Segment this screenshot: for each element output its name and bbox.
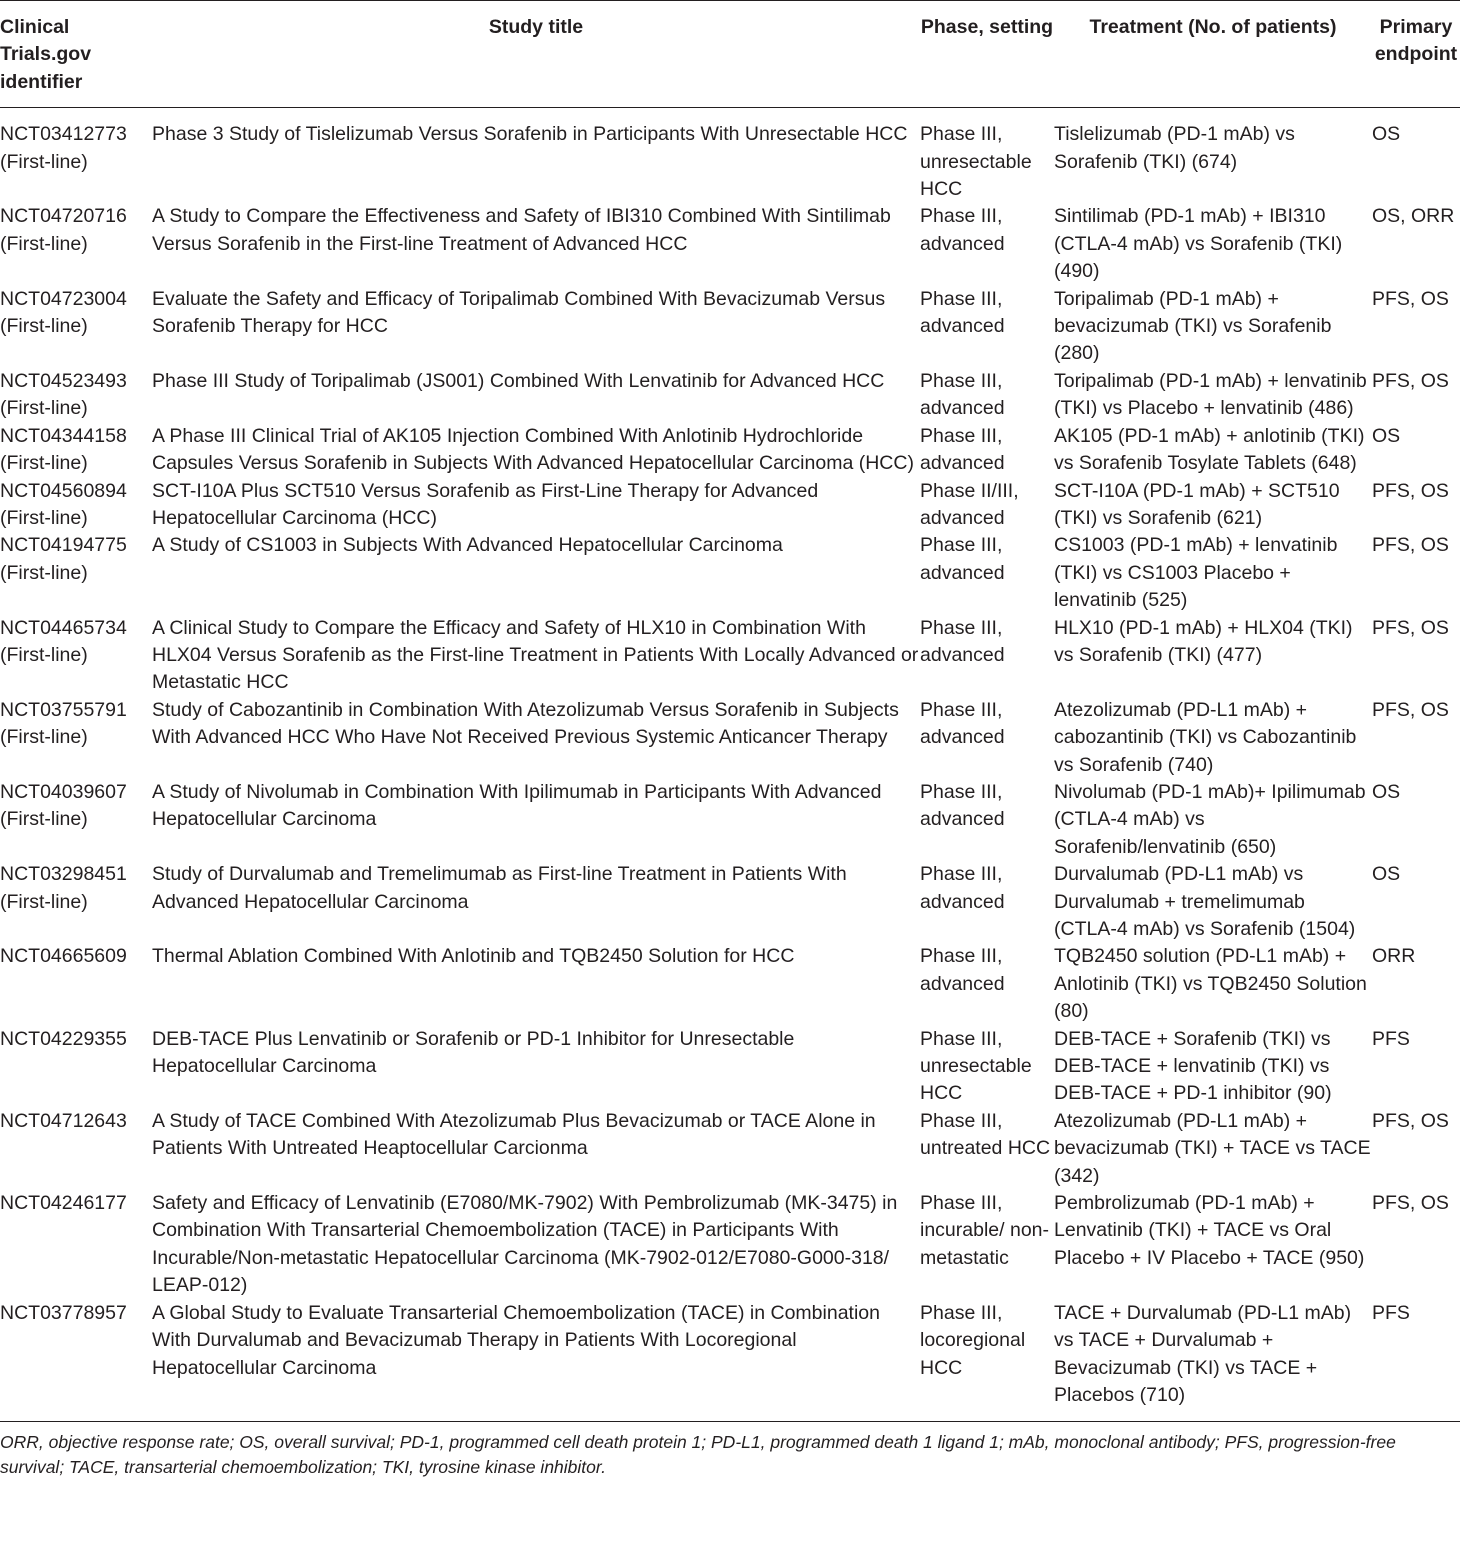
cell-identifier <box>0 1190 152 1300</box>
trial-line-label: (First-line) <box>0 315 88 338</box>
cell-primary-endpoint: PFS, OS <box>1372 1192 1449 1215</box>
header-study-title: Study title <box>488 16 584 38</box>
cell-identifier <box>0 532 152 614</box>
cell-primary-endpoint: PFS <box>1372 1027 1410 1050</box>
table-body <box>0 108 1460 1422</box>
table-row <box>0 423 1460 478</box>
cell-identifier <box>0 861 152 943</box>
table-row <box>0 615 1460 697</box>
cell-primary-endpoint: OS, ORR <box>1372 205 1455 228</box>
trial-id: NCT03778957 <box>0 1301 127 1324</box>
trial-id: NCT04712643 <box>0 1109 127 1132</box>
trial-id: NCT04246177 <box>0 1192 127 1215</box>
trial-line-label: (First-line) <box>0 452 88 475</box>
cell-treatment: Nivolumab (PD-1 mAb)+ Ipilimumab (CTLA-4 mAb) vs Sorafenib/lenvatinib (650) <box>1054 780 1366 858</box>
cell-treatment: Toripalimab (PD-1 mAb) + bevacizumab (TKI) vs Sorafenib (280) <box>1054 287 1332 365</box>
cell-phase-setting: Phase III, advanced <box>920 945 1005 995</box>
table-footnote: ORR, objective response rate; OS, overall survival; PD-1, programmed cell death protein 1; PD-L1, programmed death 1 ligand 1; mAb, monoclonal antibody; PFS, progression-free survival; TACE, transarterial chemoembolization; TKI, tyrosine kinase inhibitor. <box>0 1421 1460 1480</box>
cell-identifier <box>0 779 152 861</box>
cell-primary-endpoint: ORR <box>1372 945 1416 968</box>
cell-study-title: Thermal Ablation Combined With Anlotinib and TQB2450 Solution for HCC <box>152 945 795 968</box>
trial-line-label: (First-line) <box>0 561 88 584</box>
cell-phase-setting: Phase III, advanced <box>920 616 1005 666</box>
trial-id: NCT03755791 <box>0 698 127 721</box>
cell-study-title: DEB-TACE Plus Lenvatinib or Sorafenib or PD-1 Inhibitor for Unresectable Hepatocellular Carcinoma <box>152 1027 795 1078</box>
cell-phase-setting: Phase III, untreated HCC <box>920 1109 1051 1160</box>
table-row <box>0 779 1460 861</box>
cell-primary-endpoint: PFS, OS <box>1372 369 1449 392</box>
cell-phase-setting: Phase III, advanced <box>920 205 1005 255</box>
cell-primary-endpoint: PFS, OS <box>1372 287 1449 310</box>
cell-phase-setting: Phase III, incurable/ non-metastatic <box>920 1192 1049 1269</box>
cell-primary-endpoint: PFS <box>1372 1301 1410 1324</box>
trial-id: NCT03298451 <box>0 863 127 886</box>
trial-line-label: (First-line) <box>0 232 88 255</box>
trial-line-label: (First-line) <box>0 726 88 749</box>
cell-identifier <box>0 1026 152 1108</box>
table-row <box>0 532 1460 614</box>
trial-id: NCT03412773 <box>0 123 127 146</box>
cell-identifier <box>0 478 152 533</box>
trial-line-label: (First-line) <box>0 506 88 529</box>
table-row <box>0 861 1460 943</box>
cell-identifier <box>0 697 152 779</box>
cell-study-title: SCT-I10A Plus SCT510 Versus Sorafenib as First-Line Therapy for Advanced Hepatocellular Carcinoma (HCC) <box>152 479 819 529</box>
trial-line-label: (First-line) <box>0 150 88 173</box>
cell-treatment: TQB2450 solution (PD-L1 mAb) + Anlotinib (TKI) vs TQB2450 Solution (80) <box>1054 945 1367 1023</box>
header-treatment: Treatment (No. of patients) <box>1089 16 1337 38</box>
cell-identifier <box>0 108 152 204</box>
cell-identifier <box>0 615 152 697</box>
cell-study-title: A Clinical Study to Compare the Efficacy and Safety of HLX10 in Combination With HLX04 Versus Sorafenib as the First-line Treatment in Patients With Locally Advanced or Metastatic HCC <box>152 616 919 694</box>
cell-treatment: TACE + Durvalumab (PD-L1 mAb) vs TACE + Durvalumab + Bevacizumab (TKI) vs TACE + Placebos (710) <box>1054 1301 1352 1406</box>
cell-study-title: A Study to Compare the Effectiveness and Safety of IBI310 Combined With Sintilimab Versus Sorafenib in the First-line Treatment of Advanced HCC <box>152 205 891 255</box>
cell-treatment: Atezolizumab (PD-L1 mAb) + cabozantinib (TKI) vs Cabozantinib vs Sorafenib (740) <box>1054 698 1357 776</box>
cell-study-title: A Study of Nivolumab in Combination With Ipilimumab in Participants With Advanced Hepatocellular Carcinoma <box>152 780 882 831</box>
cell-phase-setting: Phase III, unresectable HCC <box>920 1027 1032 1105</box>
cell-treatment: Sintilimab (PD-1 mAb) + IBI310 (CTLA-4 mAb) vs Sorafenib (TKI) (490) <box>1054 205 1343 283</box>
cell-study-title: Study of Cabozantinib in Combination With Atezolizumab Versus Sorafenib in Subjects With Advanced HCC Who Have Not Received Previous Systemic Anticancer Therapy <box>152 698 899 749</box>
table-row <box>0 286 1460 368</box>
trial-line-label: (First-line) <box>0 808 88 831</box>
cell-study-title: Phase 3 Study of Tislelizumab Versus Sorafenib in Participants With Unresectable HCC <box>152 123 908 146</box>
cell-phase-setting: Phase III, locoregional HCC <box>920 1301 1026 1379</box>
table-row <box>0 697 1460 779</box>
trial-id: NCT04560894 <box>0 479 127 502</box>
cell-phase-setting: Phase III, advanced <box>920 287 1005 338</box>
table-row <box>0 1026 1460 1108</box>
trial-id: NCT04039607 <box>0 780 127 803</box>
table-row <box>0 108 1460 204</box>
trial-id: NCT04344158 <box>0 424 127 447</box>
table-row <box>0 478 1460 533</box>
cell-phase-setting: Phase III, advanced <box>920 534 1005 584</box>
table-header <box>0 1 1460 108</box>
cell-primary-endpoint: PFS, OS <box>1372 479 1449 502</box>
cell-study-title: A Study of TACE Combined With Atezolizumab Plus Bevacizumab or TACE Alone in Patients With Untreated Heaptocellular Carcionma <box>152 1109 876 1160</box>
cell-treatment: SCT-I10A (PD-1 mAb) + SCT510 (TKI) vs Sorafenib (621) <box>1054 479 1340 529</box>
header-primary-endpoint: Primary endpoint <box>1374 16 1458 66</box>
table-row <box>0 1190 1460 1300</box>
cell-primary-endpoint: OS <box>1372 863 1401 886</box>
cell-phase-setting: Phase III, advanced <box>920 424 1005 475</box>
table-row <box>0 368 1460 423</box>
header-row <box>0 1 1460 108</box>
cell-identifier <box>0 286 152 368</box>
cell-primary-endpoint: PFS, OS <box>1372 616 1449 639</box>
cell-identifier <box>0 368 152 423</box>
cell-study-title: Study of Durvalumab and Tremelimumab as First-line Treatment in Patients With Advanced Hepatocellular Carcinoma <box>152 863 847 913</box>
trial-id: NCT04465734 <box>0 616 127 639</box>
cell-study-title: A Phase III Clinical Trial of AK105 Injection Combined With Anlotinib Hydrochloride Capsules Versus Sorafenib in Subjects With Advanced Hepatocellular Carcinoma (HCC) <box>152 424 914 475</box>
cell-treatment: HLX10 (PD-1 mAb) + HLX04 (TKI) vs Sorafenib (TKI) (477) <box>1054 616 1353 666</box>
table-row <box>0 1300 1460 1422</box>
cell-primary-endpoint: OS <box>1372 424 1401 447</box>
trial-id: NCT04229355 <box>0 1027 127 1050</box>
cell-identifier <box>0 1108 152 1190</box>
cell-primary-endpoint: OS <box>1372 123 1401 146</box>
cell-phase-setting: Phase III, advanced <box>920 698 1005 749</box>
trial-id: NCT04194775 <box>0 534 127 557</box>
cell-treatment: Atezolizumab (PD-L1 mAb) + bevacizumab (TKI) + TACE vs TACE (342) <box>1054 1109 1371 1187</box>
cell-treatment: Tislelizumab (PD-1 mAb) vs Sorafenib (TKI) (674) <box>1054 123 1295 173</box>
cell-primary-endpoint: PFS, OS <box>1372 1109 1449 1132</box>
cell-phase-setting: Phase III, advanced <box>920 780 1005 831</box>
cell-phase-setting: Phase III, advanced <box>920 369 1005 420</box>
cell-treatment: CS1003 (PD-1 mAb) + lenvatinib (TKI) vs CS1003 Placebo + lenvatinib (525) <box>1054 534 1338 612</box>
cell-treatment: DEB-TACE + Sorafenib (TKI) vs DEB-TACE + lenvatinib (TKI) vs DEB-TACE + PD-1 inhibitor (90) <box>1054 1027 1332 1105</box>
trial-line-label: (First-line) <box>0 643 88 666</box>
trial-id: NCT04720716 <box>0 205 127 228</box>
cell-phase-setting: Phase III, unresectable HCC <box>920 123 1032 201</box>
table-row <box>0 943 1460 1025</box>
cell-phase-setting: Phase III, advanced <box>920 863 1005 913</box>
cell-study-title: Evaluate the Safety and Efficacy of Toripalimab Combined With Bevacizumab Versus Sorafenib Therapy for HCC <box>152 287 886 338</box>
cell-identifier <box>0 203 152 285</box>
cell-primary-endpoint: PFS, OS <box>1372 698 1449 721</box>
trial-id: NCT04665609 <box>0 945 127 968</box>
cell-primary-endpoint: PFS, OS <box>1372 534 1449 557</box>
header-identifier: Clinical Trials.gov identifier <box>0 16 92 93</box>
cell-treatment: Durvalumab (PD-L1 mAb) vs Durvalumab + tremelimumab (CTLA-4 mAb) vs Sorafenib (1504) <box>1054 863 1356 940</box>
trial-id: NCT04723004 <box>0 287 127 310</box>
cell-study-title: Safety and Efficacy of Lenvatinib (E7080/MK-7902) With Pembrolizumab (MK-3475) in Combination With Transarterial Chemoembolization (TACE) in Participants With Incurable/Non-metastatic Hepatocellular Carcinoma (MK-7902-012/E7080-G000-318/ LEAP-012) <box>152 1192 898 1297</box>
header-phase-setting: Phase, setting <box>920 16 1054 38</box>
cell-treatment: Pembrolizumab (PD-1 mAb) + Lenvatinib (TKI) + TACE vs Oral Placebo + IV Placebo + TACE (950) <box>1054 1192 1365 1269</box>
trial-id: NCT04523493 <box>0 369 127 392</box>
cell-study-title: A Study of CS1003 in Subjects With Advanced Hepatocellular Carcinoma <box>152 534 783 557</box>
trial-line-label: (First-line) <box>0 397 88 420</box>
cell-treatment: Toripalimab (PD-1 mAb) + lenvatinib (TKI) vs Placebo + lenvatinib (486) <box>1054 369 1367 420</box>
trial-line-label: (First-line) <box>0 890 88 913</box>
cell-primary-endpoint: OS <box>1372 780 1401 803</box>
cell-identifier <box>0 943 152 1025</box>
cell-treatment: AK105 (PD-1 mAb) + anlotinib (TKI) vs Sorafenib Tosylate Tablets (648) <box>1054 424 1365 475</box>
cell-study-title: Phase III Study of Toripalimab (JS001) Combined With Lenvatinib for Advanced HCC <box>152 369 885 392</box>
table-row <box>0 203 1460 285</box>
table-row <box>0 1108 1460 1190</box>
cell-study-title: A Global Study to Evaluate Transarterial Chemoembolization (TACE) in Combination With Durvalumab and Bevacizumab Therapy in Patients With Locoregional Hepatocellular Carcinoma <box>152 1301 880 1379</box>
cell-phase-setting: Phase II/III, advanced <box>920 479 1019 529</box>
cell-identifier <box>0 423 152 478</box>
cell-identifier <box>0 1300 152 1422</box>
